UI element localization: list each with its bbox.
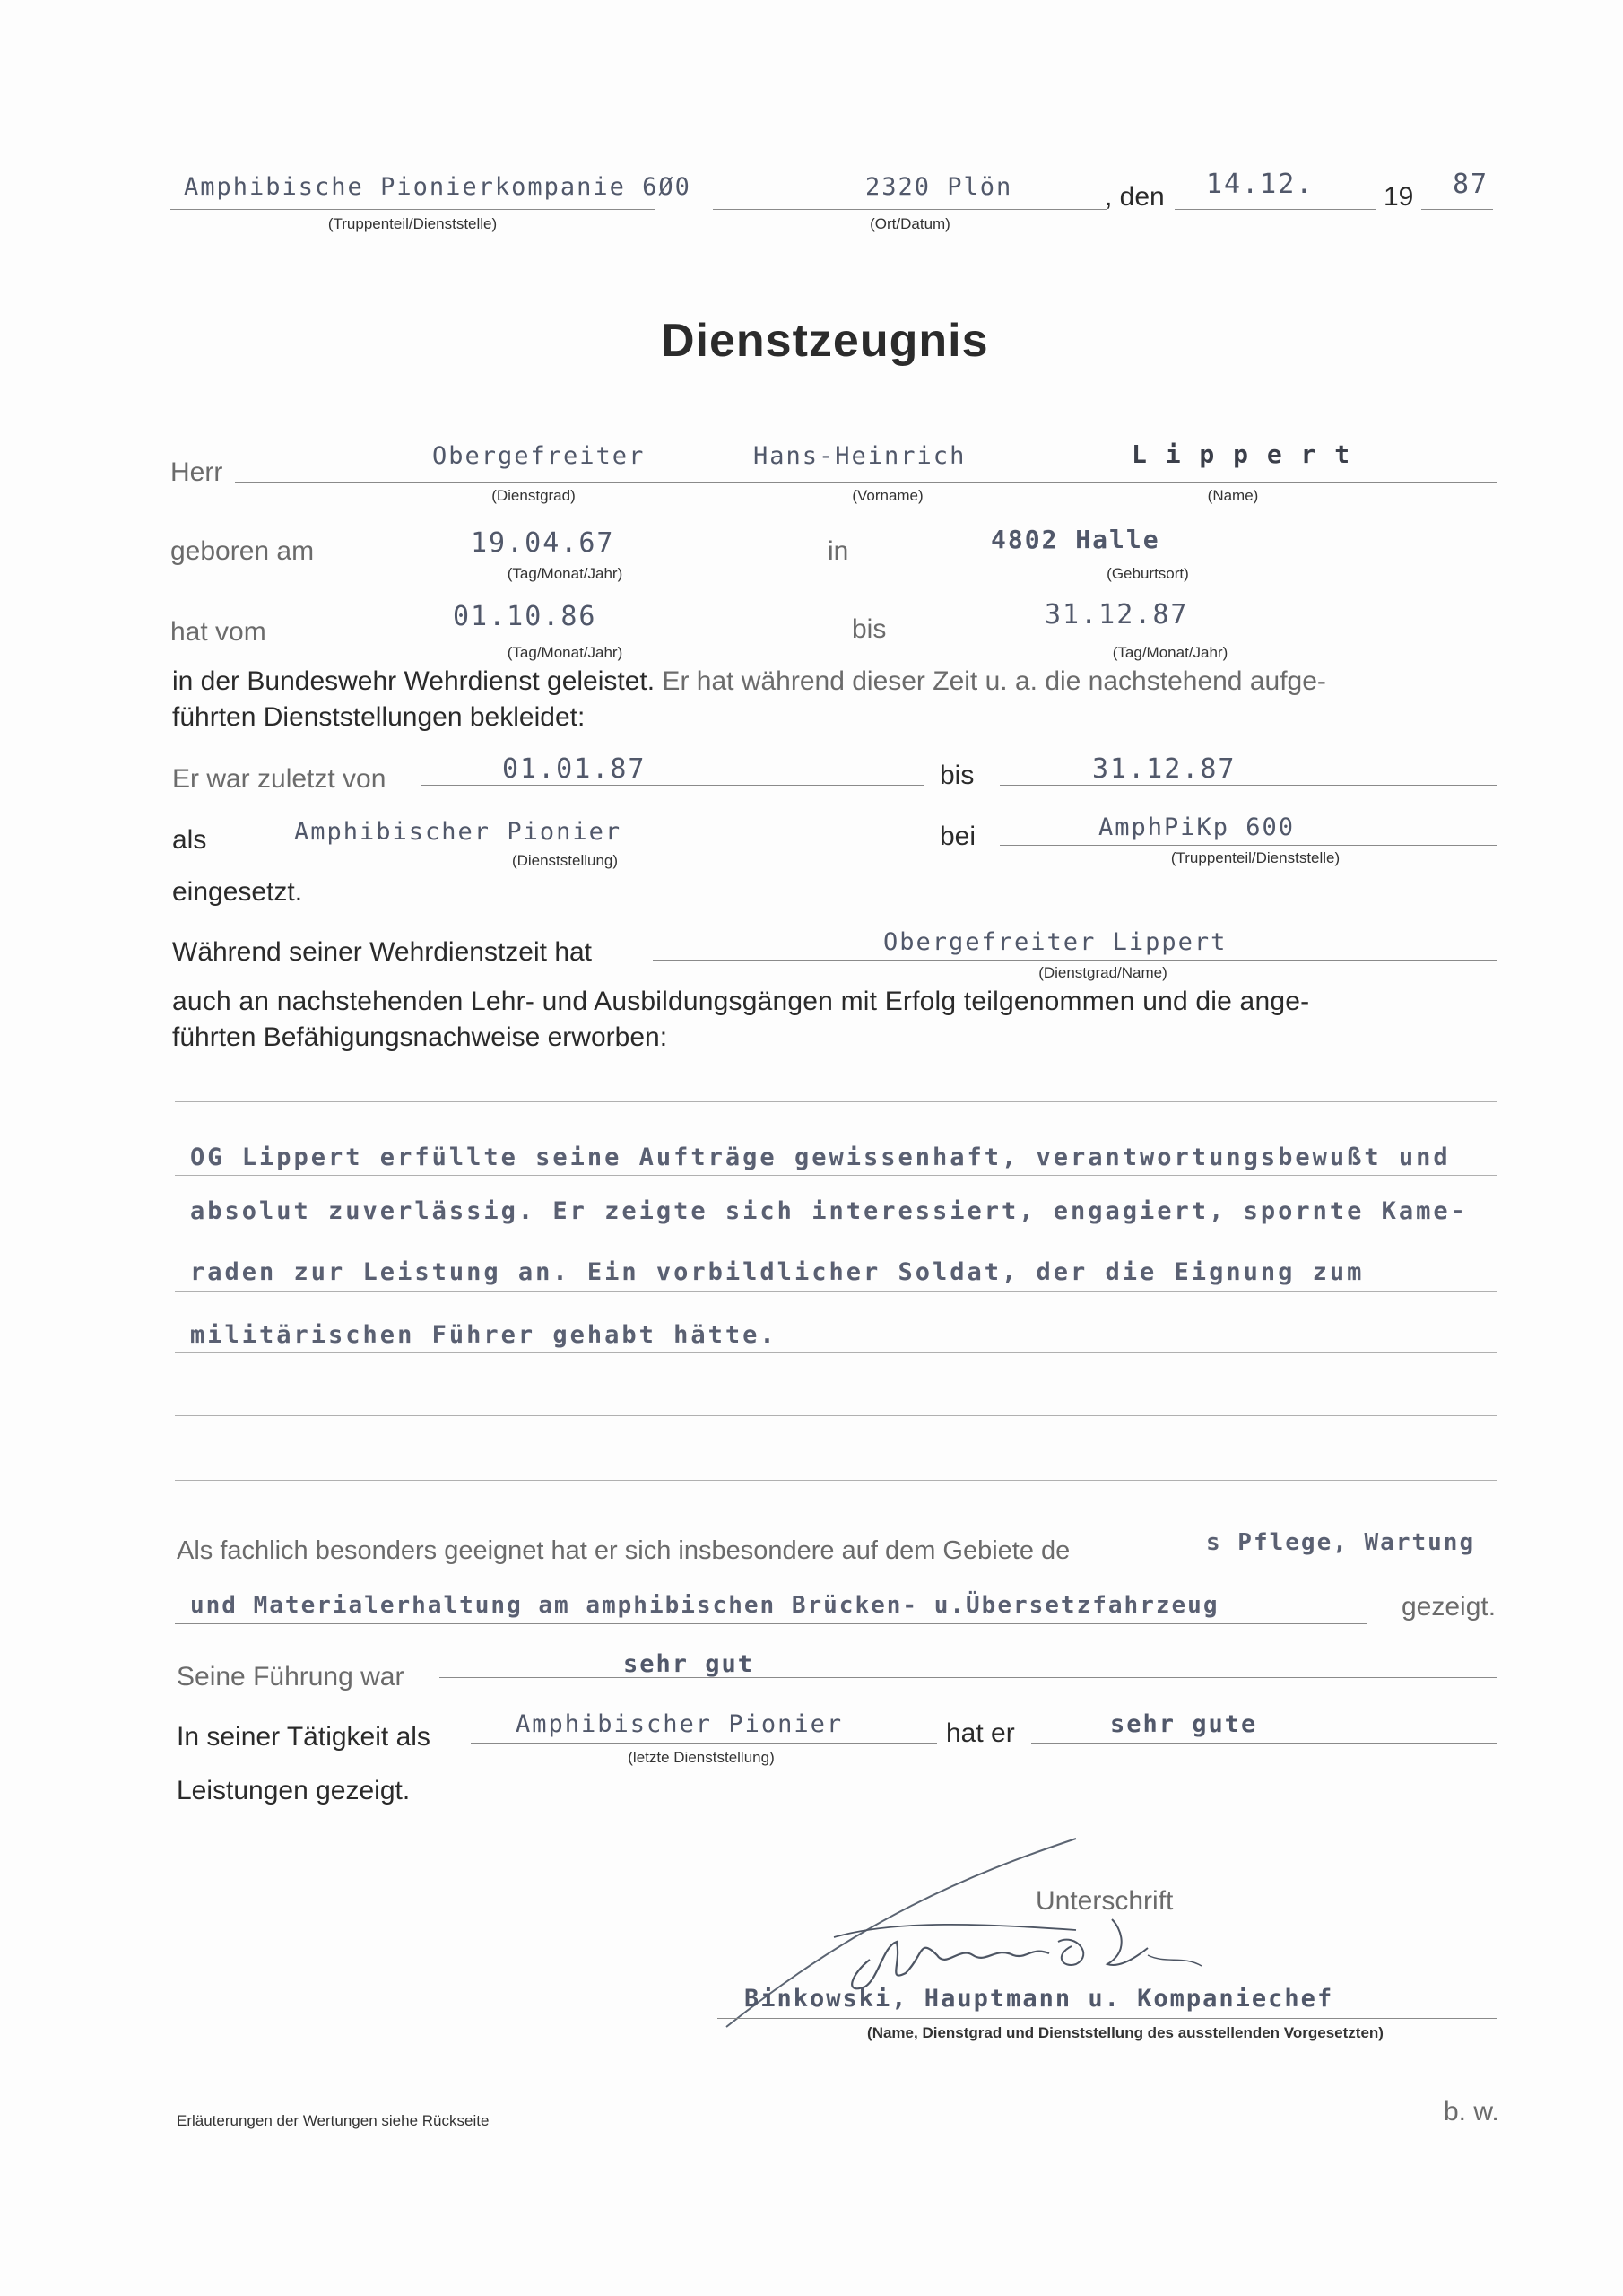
aptitude-line <box>175 1623 1367 1624</box>
year-line <box>1421 209 1493 210</box>
birthplace-value: 4802 Halle <box>991 525 1160 554</box>
training-sentence-line2: führten Befähigungsnachweise erworben: <box>172 1022 668 1052</box>
last-to-value: 31.12.87 <box>1092 753 1237 785</box>
born-value: 19.04.67 <box>471 527 615 559</box>
year-value: 87 <box>1453 169 1489 200</box>
place-value: 2320 Plön <box>865 173 1013 201</box>
last-from-value: 01.01.87 <box>502 753 647 785</box>
to-label: bis <box>852 614 887 644</box>
birthplace-caption: (Geburtsort) <box>1107 565 1189 582</box>
from-caption: (Tag/Monat/Jahr) <box>507 644 623 661</box>
unit-caption: (Truppenteil/Dienststelle) <box>327 215 498 232</box>
rank-value: Obergefreiter <box>432 442 646 470</box>
page-title: Dienstzeugnis <box>661 315 989 367</box>
assign-unit-line <box>1000 845 1497 846</box>
training-name-value: Obergefreiter Lippert <box>883 928 1228 956</box>
performance-position-caption: (letzte Dienststellung) <box>628 1749 775 1766</box>
service-sentence-line2: führten Dienststellungen bekleidet: <box>172 702 586 732</box>
assign-unit-value: AmphPiKp 600 <box>1098 813 1296 841</box>
aptitude-shown-label: gezeigt. <box>1402 1592 1497 1622</box>
last-to-line <box>1000 785 1497 786</box>
position-caption: (Dienststellung) <box>511 852 619 869</box>
als-label: als <box>172 825 207 855</box>
remark-rule-1 <box>175 1175 1497 1176</box>
signer-line <box>717 2018 1497 2019</box>
remark-rule-6 <box>175 1480 1497 1481</box>
assign-unit-caption: (Truppenteil/Dienststelle) <box>1170 849 1341 866</box>
signer-value: Binkowski, Hauptmann u. Kompaniechef <box>744 1985 1334 2013</box>
conduct-value: sehr gut <box>623 1650 755 1678</box>
last-label: Er war zuletzt von <box>172 764 386 794</box>
signature-label: Unterschrift <box>1036 1886 1174 1916</box>
footer-bw: b. w. <box>1444 2097 1499 2126</box>
aptitude-value-line1: s Pflege, Wartung <box>1206 1529 1476 1556</box>
conduct-line <box>439 1677 1497 1678</box>
service-sentence-line1 <box>172 666 1326 697</box>
last-from-line <box>421 785 924 786</box>
training-name-line <box>653 960 1497 961</box>
performance-closing: Leistungen gezeigt. <box>177 1776 411 1805</box>
firstname-caption: (Vorname) <box>852 487 924 504</box>
date-line <box>1175 209 1376 210</box>
place-caption: (Ort/Datum) <box>870 215 950 232</box>
aptitude-label: Als fachlich besonders geeignet hat er sich insbesondere auf dem Gebiete de <box>177 1536 1071 1565</box>
training-name-caption: (Dienstgrad/Name) <box>1038 964 1167 981</box>
place-line <box>713 209 1107 210</box>
unit-value: Amphibische Pionierkompanie 6Ø0 <box>184 173 691 201</box>
den-label: , den <box>1105 182 1165 212</box>
from-value: 01.10.86 <box>453 601 597 632</box>
training-intro-label: Während seiner Wehrdienstzeit hat <box>172 937 593 967</box>
signer-caption: (Name, Dienstgrad und Dienststellung des ausstellenden Vorgesetzten) <box>867 2024 1384 2041</box>
herr-label: Herr <box>170 457 223 487</box>
in-label: in <box>828 536 849 566</box>
year-prefix: 19 <box>1384 182 1414 212</box>
remark-rule-0 <box>175 1101 1497 1102</box>
performance-hat-label: hat er <box>946 1718 1015 1748</box>
aptitude-value-line2: und Materialerhaltung am amphibischen Brücken- u.Übersetzfahrzeug <box>190 1592 1219 1619</box>
lastname-value: L i p p e r t <box>1132 439 1352 469</box>
bei-label: bei <box>940 822 976 851</box>
remark-line-1: OG Lippert erfüllte seine Aufträge gewissenhaft, verantwortungsbewußt und <box>190 1144 1451 1171</box>
lastname-caption: (Name) <box>1207 487 1259 504</box>
rank-caption: (Dienstgrad) <box>491 487 576 504</box>
remark-line-3: raden zur Leistung an. Ein vorbildlicher Soldat, der die Eignung zum <box>190 1258 1365 1286</box>
bis-label: bis <box>940 761 975 790</box>
unit-line <box>170 209 655 210</box>
performance-rating-value: sehr gute <box>1110 1710 1258 1738</box>
to-value: 31.12.87 <box>1045 599 1189 631</box>
eingesetzt-label: eingesetzt. <box>172 877 303 907</box>
performance-rating-line <box>1031 1743 1497 1744</box>
from-label: hat vom <box>170 617 266 647</box>
remark-rule-5 <box>175 1415 1497 1416</box>
training-sentence-line1: auch an nachstehenden Lehr- und Ausbildungsgängen mit Erfolg teilgenommen und die ange- <box>172 987 1310 1016</box>
conduct-label: Seine Führung war <box>177 1662 404 1692</box>
remark-line-4: militärischen Führer gehabt hätte. <box>190 1321 777 1349</box>
to-caption: (Tag/Monat/Jahr) <box>1112 644 1228 661</box>
firstname-value: Hans-Heinrich <box>753 442 967 470</box>
born-label: geboren am <box>170 536 315 566</box>
service-sentence-rest: Er hat während dieser Zeit u. a. die nachstehend aufge- <box>655 666 1326 696</box>
performance-label: In seiner Tätigkeit als <box>177 1722 430 1752</box>
remark-rule-4 <box>175 1352 1497 1353</box>
service-sentence-bold: in der Bundeswehr Wehrdienst geleistet. <box>172 666 655 696</box>
person-line <box>235 482 1497 483</box>
performance-position-line <box>471 1743 937 1744</box>
date-value: 14.12. <box>1206 169 1315 200</box>
born-caption: (Tag/Monat/Jahr) <box>507 565 623 582</box>
remark-line-2: absolut zuverlässig. Er zeigte sich interessiert, engagiert, spornte Kame- <box>190 1197 1468 1225</box>
footer-note: Erläuterungen der Wertungen siehe Rückseite <box>177 2112 490 2129</box>
performance-position-value: Amphibischer Pionier <box>516 1710 844 1738</box>
position-value: Amphibischer Pionier <box>294 818 622 846</box>
